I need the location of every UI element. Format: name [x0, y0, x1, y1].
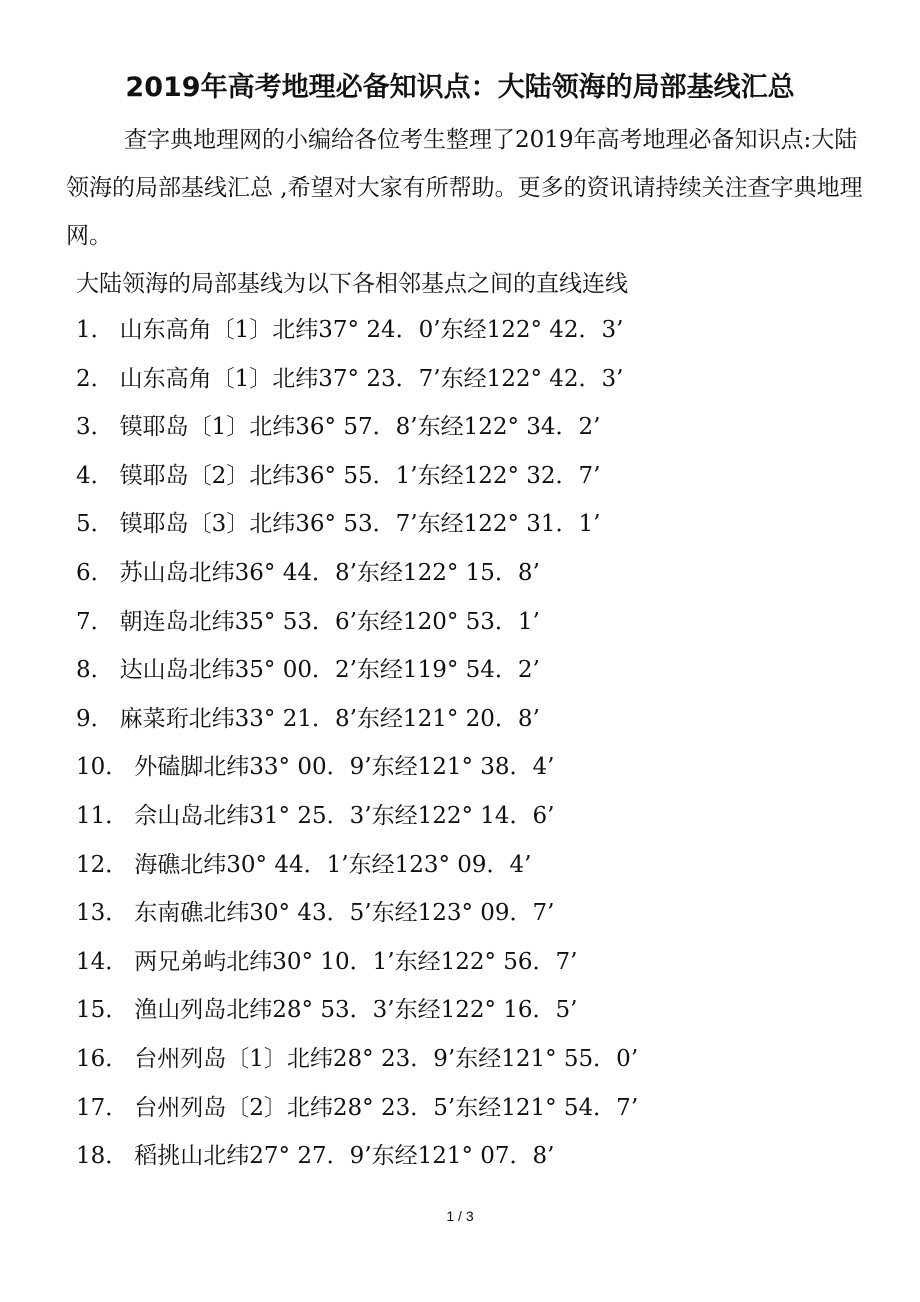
item-number: 7． — [76, 608, 114, 635]
list-item — [76, 553, 638, 602]
list-item — [76, 407, 638, 456]
item-number: 8． — [76, 657, 114, 684]
item-text: 山东高角〔1〕北纬37° 23．7’东经122° 42．3’ — [119, 365, 624, 392]
list-item — [76, 845, 638, 894]
list-item — [76, 796, 638, 845]
item-text: 渔山列岛北纬28° 53．3’东经122° 16．5’ — [134, 997, 578, 1024]
item-number: 17． — [76, 1094, 129, 1121]
item-number: 6． — [76, 559, 114, 586]
item-number: 5． — [76, 511, 114, 538]
list-item — [76, 699, 638, 748]
item-number: 2． — [76, 365, 114, 392]
list-item — [76, 893, 638, 942]
item-number: 16． — [76, 1045, 129, 1072]
item-text: 朝连岛北纬35° 53．6’东经120° 53．1’ — [119, 608, 540, 635]
list-item — [76, 602, 638, 651]
baseline-point-list — [76, 310, 638, 1185]
list-item — [76, 942, 638, 991]
item-text: 海礁北纬30° 44．1’东经123° 09．4’ — [134, 851, 532, 878]
item-text: 台州列岛〔1〕北纬28° 23．9’东经121° 55．0’ — [134, 1045, 639, 1072]
item-number: 9． — [76, 705, 114, 732]
item-text: 镆耶岛〔1〕北纬36° 57．8’东经122° 34．2’ — [119, 414, 601, 441]
item-number: 3． — [76, 414, 114, 441]
item-text: 两兄弟屿北纬30° 10．1’东经122° 56．7’ — [134, 948, 578, 975]
item-text: 外磕脚北纬33° 00．9’东经121° 38．4’ — [134, 754, 555, 781]
lead-sentence: 大陆领海的局部基线为以下各相邻基点之间的直线连线 — [76, 271, 628, 297]
item-number: 15． — [76, 997, 129, 1024]
item-text: 麻菜珩北纬33° 21．8’东经121° 20．8’ — [119, 705, 540, 732]
item-number: 18． — [76, 1143, 129, 1170]
item-number: 4． — [76, 462, 114, 489]
item-number: 12． — [76, 851, 129, 878]
item-number: 10． — [76, 754, 129, 781]
intro-paragraph: 查字典地理网的小编给各位考生整理了2019年高考地理必备知识点:大陆领海的局部基线汇总 ,希望对大家有所帮助。更多的资讯请持续关注查字典地理网。 — [66, 127, 863, 249]
list-item — [76, 990, 638, 1039]
item-text: 山东高角〔1〕北纬37° 24．0’东经122° 42．3’ — [119, 317, 624, 343]
list-item — [76, 1039, 638, 1088]
list-item — [76, 310, 638, 359]
item-text: 达山岛北纬35° 00．2’东经119° 54．2’ — [119, 657, 540, 684]
list-item — [76, 359, 638, 408]
item-text: 东南礁北纬30° 43．5’东经123° 09．7’ — [134, 900, 555, 927]
list-item — [76, 650, 638, 699]
item-number: 11． — [76, 802, 129, 829]
list-item — [76, 504, 638, 553]
item-text: 稻挑山北纬27° 27．9’东经121° 07．8’ — [134, 1143, 555, 1170]
item-number: 1． — [76, 317, 114, 343]
item-text: 镆耶岛〔2〕北纬36° 55．1’东经122° 32．7’ — [119, 462, 601, 489]
item-text: 苏山岛北纬36° 44．8’东经122° 15．8’ — [119, 559, 540, 586]
page-number: 1 / 3 — [446, 1208, 474, 1224]
item-number: 13． — [76, 900, 129, 927]
item-text: 镆耶岛〔3〕北纬36° 53．7’东经122° 31．1’ — [119, 511, 601, 538]
item-text: 佘山岛北纬31° 25．3’东经122° 14．6’ — [134, 802, 555, 829]
item-number: 14． — [76, 948, 129, 975]
item-text: 台州列岛〔2〕北纬28° 23．5’东经121° 54．7’ — [134, 1094, 639, 1121]
list-item — [76, 1088, 638, 1137]
list-item — [76, 747, 638, 796]
list-item — [76, 456, 638, 505]
list-item — [76, 1136, 638, 1185]
page-title: 2019年高考地理必备知识点：大陆领海的局部基线汇总 — [125, 72, 795, 103]
